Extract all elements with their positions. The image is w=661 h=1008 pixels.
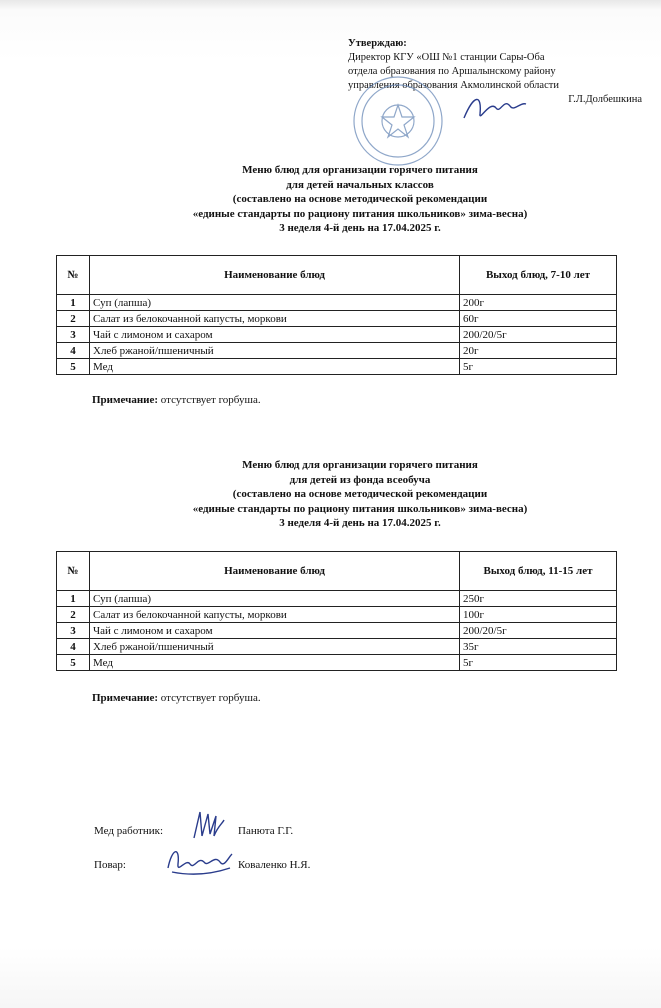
menu-1-title [60,163,660,236]
row-num: 2 [57,311,90,327]
row-yield: 5г [460,359,617,375]
row-yield: 200/20/5г [460,623,617,639]
row-dish: Салат из белокочанной капусты, моркови [90,607,460,623]
row-dish: Суп (лапша) [90,591,460,607]
row-yield: 100г [460,607,617,623]
row-num: 5 [57,655,90,671]
col-yield-header: Выход блюд, 7-10 лет [460,256,617,295]
title-line: Меню блюд для организации горячего питания [242,164,478,176]
col-dish-header: Наименование блюд [90,552,460,591]
table-row [57,607,617,623]
table-row [57,591,617,607]
medic-signature-icon [188,806,228,842]
title-line: (составлено на основе методической рекомендации [232,488,488,500]
row-dish: Суп (лапша) [90,295,460,311]
title-line: 3 неделя 4-й день на 17.04.2025 г. [279,222,441,234]
row-dish: Салат из белокочанной капусты, моркови [90,311,460,327]
director-signature-icon [460,88,530,128]
row-dish: Хлеб ржаной/пшеничный [90,639,460,655]
row-yield: 60г [460,311,617,327]
note-text: отсутствует горбуша. [160,394,261,406]
row-num: 5 [57,359,90,375]
title-line: «единые стандарты по рациону питания школьников» зима-весна) [192,502,528,515]
row-num: 4 [57,639,90,655]
table-row [57,623,617,639]
title-line: 3 неделя 4-й день на 17.04.2025 г. [279,517,441,529]
menu-2-note [92,692,261,704]
row-dish: Мед [90,359,460,375]
title-line: Меню блюд для организации горячего питания [242,459,478,471]
approval-line: отдела образования по Аршалынскому району [348,66,556,77]
row-num: 3 [57,623,90,639]
table-header-row [57,552,617,591]
table-row [57,295,617,311]
title-line: (составлено на основе методической рекомендации [232,193,488,205]
staff-name-cook: Коваленко Н.Я. [238,859,311,871]
cook-signature-icon [162,842,236,880]
table-row [57,327,617,343]
row-dish: Чай с лимоном и сахаром [90,327,460,343]
row-yield: 20г [460,343,617,359]
row-yield: 250г [460,591,617,607]
table-header-row [57,256,617,295]
title-line: для детей начальных классов [286,178,434,191]
table-row [57,343,617,359]
row-num: 1 [57,591,90,607]
approval-signer: Г.Л.Долбешкина [568,94,642,105]
table-row [57,655,617,671]
row-yield: 5г [460,655,617,671]
menu-1-note [92,394,261,406]
scan-shadow [0,0,661,10]
menu-1-table [56,255,617,375]
approval-line: Директор КГУ «ОШ №1 станции Сары-Оба [348,52,545,63]
table-row [57,311,617,327]
approval-line: управления образования Акмолинской области [348,80,559,91]
row-yield: 35г [460,639,617,655]
note-text: отсутствует горбуша. [160,692,261,704]
row-num: 4 [57,343,90,359]
row-yield: 200г [460,295,617,311]
col-num-header: № [57,552,90,591]
approval-heading: Утверждаю: [348,38,407,49]
row-num: 3 [57,327,90,343]
col-yield-header: Выход блюд, 11-15 лет [460,552,617,591]
staff-role-cook: Повар: [94,859,126,871]
row-num: 1 [57,295,90,311]
official-seal-icon [352,75,444,167]
row-dish: Чай с лимоном и сахаром [90,623,460,639]
menu-2-title [60,458,660,531]
title-line: «единые стандарты по рациону питания школьников» зима-весна) [192,207,528,220]
row-dish: Хлеб ржаной/пшеничный [90,343,460,359]
staff-name-medic: Панюта Г.Г. [238,825,294,837]
title-line: для детей из фонда всеобуча [289,473,431,486]
staff-role-medic: Мед работник: [94,825,164,837]
row-dish: Мед [90,655,460,671]
note-label: Примечание: [92,394,159,406]
col-dish-header: Наименование блюд [90,256,460,295]
col-num-header: № [57,256,90,295]
row-yield: 200/20/5г [460,327,617,343]
row-num: 2 [57,607,90,623]
note-label: Примечание: [92,692,159,704]
table-row [57,359,617,375]
table-row [57,639,617,655]
menu-2-table [56,551,617,671]
